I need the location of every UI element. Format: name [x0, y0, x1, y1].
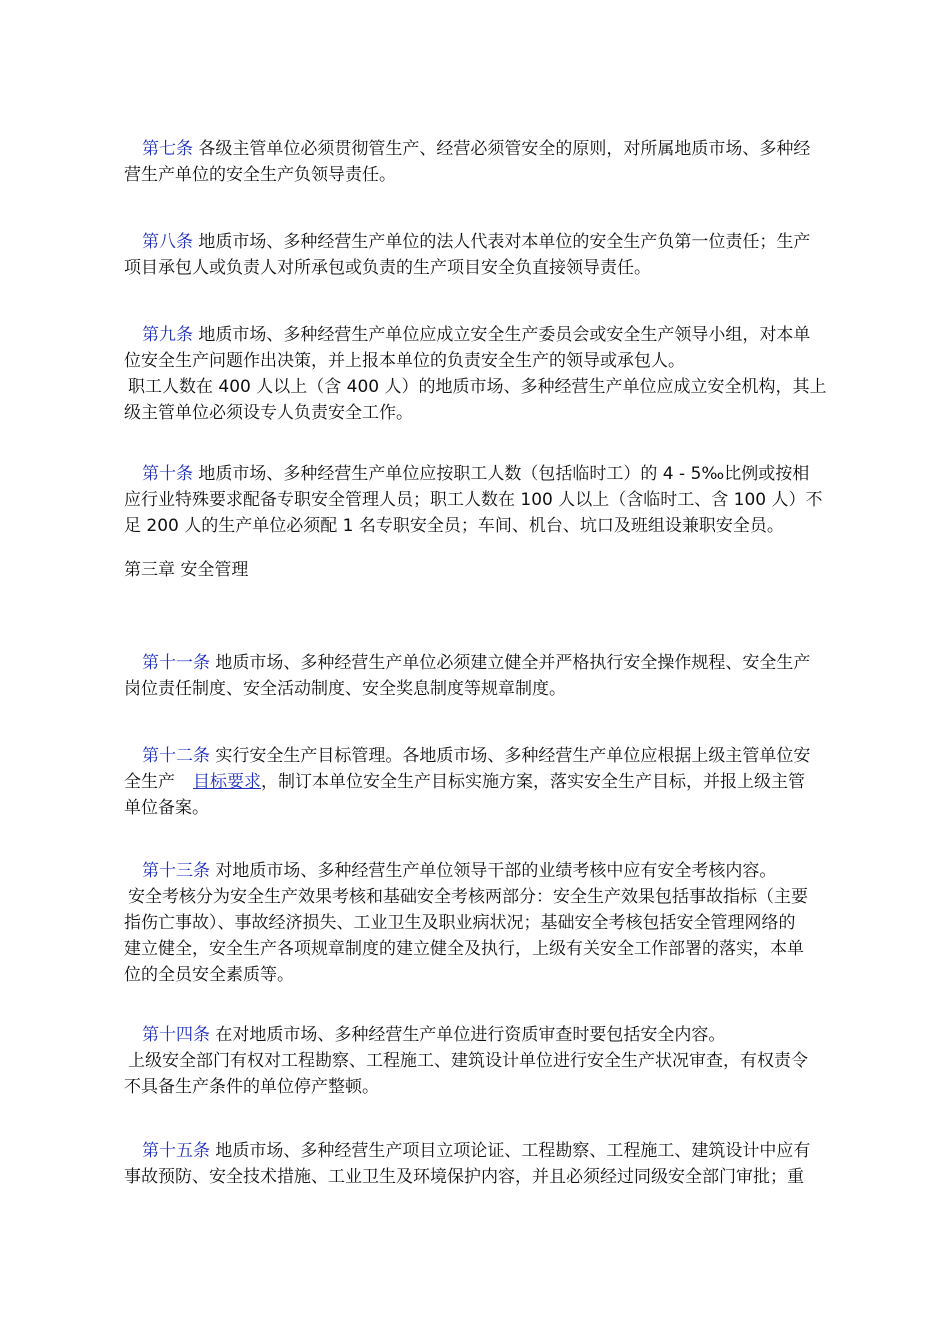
document-page: [124, 0, 834, 1344]
article-7-line-1: [124, 136, 834, 162]
article-10-text-2: 应行业特殊要求配备专职安全管理人员；职工人数在 100 人以上（含临时工、含 100 人）不: [124, 490, 823, 510]
article-9-text-2: 位安全生产问题作出决策，并上报本单位的负责安全生产的领导或承包人。: [124, 351, 685, 371]
article-11-line-1: [124, 650, 834, 676]
article-9-line-1: [124, 322, 834, 348]
chapter-3-title: 第三章 安全管理: [124, 560, 249, 580]
article-9: [124, 322, 834, 426]
article-13-text-3: 指伤亡事故）、事故经济损失、工业卫生及职业病状况；基础安全考核包括安全管理网络的: [124, 913, 796, 933]
article-13-text-1: 对地质市场、多种经营生产单位领导干部的业绩考核中应有安全考核内容。: [210, 861, 777, 881]
chapter-3-heading: [124, 557, 834, 583]
article-13-text-5: 位的全员安全素质等。: [124, 965, 294, 985]
article-11-label: 第十一条: [142, 653, 210, 673]
article-14-text-1: 在对地质市场、多种经营生产单位进行资质审查时要包括安全内容。: [210, 1025, 726, 1045]
article-15: [124, 1138, 834, 1190]
article-11-text-1: 地质市场、多种经营生产单位必须建立健全并严格执行安全操作规程、安全生产: [210, 653, 811, 673]
article-12: [124, 743, 834, 821]
article-15-text-2: 事故预防、安全技术措施、工业卫生及环境保护内容，并且必须经过同级安全部门审批；重: [124, 1167, 804, 1187]
article-11: [124, 650, 834, 702]
article-7-text-2: 营生产单位的安全生产负领导责任。: [124, 165, 396, 185]
article-14-label: 第十四条: [142, 1025, 210, 1045]
article-8-text-2: 项目承包人或负责人对所承包或负责的生产项目安全负直接领导责任。: [124, 258, 651, 278]
article-14-text-2: 上级安全部门有权对工程勘察、工程施工、建筑设计单位进行安全生产状况审查，有权责令: [128, 1051, 808, 1071]
article-9-text-3: 职工人数在 400 人以上（含 400 人）的地质市场、多种经营生产单位应成立安全机构，其上: [128, 377, 827, 397]
article-7: [124, 136, 834, 188]
article-12-label: 第十二条: [142, 746, 210, 766]
article-10-label: 第十条: [142, 464, 193, 484]
article-15-text-1: 地质市场、多种经营生产项目立项论证、工程勘察、工程施工、建筑设计中应有: [210, 1141, 811, 1161]
article-8-line-1: [124, 229, 834, 255]
article-14-line-1: [124, 1022, 834, 1048]
article-13-text-4: 建立健全，安全生产各项规章制度的建立健全及执行，上级有关安全工作部署的落实，本单: [124, 939, 804, 959]
article-12-text-2-pre: 全生产: [124, 772, 175, 792]
article-14-text-3: 不具备生产条件的单位停产整顿。: [124, 1077, 379, 1097]
article-10-text-3: 足 200 人的生产单位必须配 1 名专职安全员；车间、机台、坑口及班组设兼职安全员。: [124, 516, 784, 536]
article-13-label: 第十三条: [142, 861, 210, 881]
article-15-line-1: [124, 1138, 834, 1164]
article-15-label: 第十五条: [142, 1141, 210, 1161]
article-10-line-1: [124, 461, 834, 487]
article-12-line-1: [124, 743, 834, 769]
target-requirements-link[interactable]: 目标要求: [193, 772, 261, 792]
article-12-text-2-post: ，制订本单位安全生产目标实施方案，落实安全生产目标，并报上级主管: [261, 772, 805, 792]
article-8: [124, 229, 834, 281]
article-9-text-1: 地质市场、多种经营生产单位应成立安全生产委员会或安全生产领导小组，对本单: [193, 325, 811, 345]
article-12-text-3: 单位备案。: [124, 798, 209, 818]
article-12-line-2: [124, 769, 834, 795]
article-12-text-1: 实行安全生产目标管理。各地质市场、多种经营生产单位应根据上级主管单位安: [210, 746, 811, 766]
article-13: [124, 858, 834, 988]
article-11-text-2: 岗位责任制度、安全活动制度、安全奖息制度等规章制度。: [124, 679, 566, 699]
article-8-label: 第八条: [142, 232, 193, 252]
article-8-text-1: 地质市场、多种经营生产单位的法人代表对本单位的安全生产负第一位责任；生产: [193, 232, 811, 252]
article-13-text-2: 安全考核分为安全生产效果考核和基础安全考核两部分：安全生产效果包括事故指标（主要: [128, 887, 808, 907]
article-9-text-4: 级主管单位必须设专人负责安全工作。: [124, 403, 413, 423]
article-7-label: 第七条: [142, 139, 193, 159]
article-10-text-1: 地质市场、多种经营生产单位应按职工人数（包括临时工）的 4 - 5‰比例或按相: [193, 464, 810, 484]
article-14: [124, 1022, 834, 1100]
article-10: [124, 461, 834, 539]
article-7-text-1: 各级主管单位必须贯彻管生产、经营必须管安全的原则，对所属地质市场、多种经: [193, 139, 811, 159]
article-13-line-1: [124, 858, 834, 884]
article-9-label: 第九条: [142, 325, 193, 345]
